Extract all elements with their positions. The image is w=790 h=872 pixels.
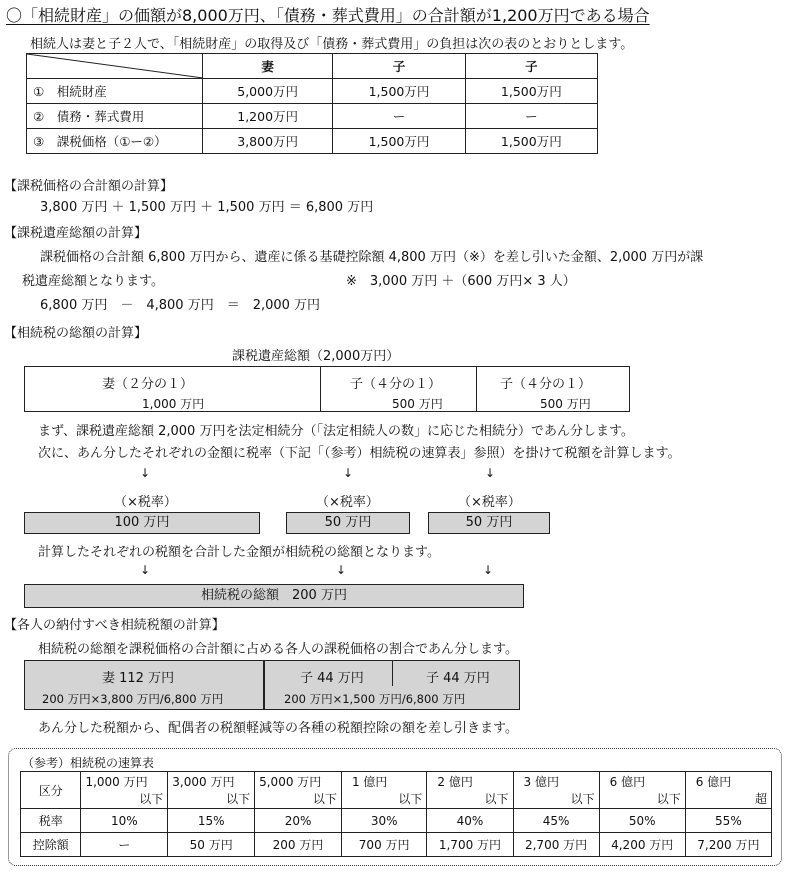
deduction-cell: 7,200 万円 — [685, 833, 771, 857]
tax-box-wife: 100 万円 — [24, 512, 260, 534]
bracket-bottom: 以下 — [570, 792, 595, 806]
table-row — [27, 79, 598, 104]
rate-cell: 15% — [168, 809, 255, 833]
bracket-cell — [168, 772, 255, 809]
table-row — [21, 833, 772, 857]
share-amount: 1,000 万円 — [142, 397, 205, 411]
table-row — [21, 772, 772, 809]
bracket-top: 1 億円 — [351, 775, 388, 789]
formula: 3,800 万円 ＋ 1,500 万円 ＋ 1,500 万円 ＝ 6,800 万円 — [40, 200, 374, 215]
row-label: ② 債務・葬式費用 — [27, 104, 203, 129]
deduction-cell: 200 万円 — [255, 833, 342, 857]
arrow-icon: ↓ — [336, 563, 347, 577]
wife-tax: 妻 112 万円 — [102, 671, 175, 686]
wife-calc: 200 万円×3,800 万円/6,800 万円 — [42, 692, 224, 706]
paragraph: 課税価格の合計額 6,800 万円から、遺産に係る基礎控除額 4,800 万円（※）を差し引いた金額、2,000 万円が課 — [40, 250, 704, 265]
rate-cell: 40% — [427, 809, 513, 833]
rate-cell: 20% — [255, 809, 342, 833]
deduction-cell: 700 万円 — [341, 833, 426, 857]
cell: 1,500万円 — [465, 79, 597, 104]
bracket-top: 2 億円 — [437, 775, 473, 789]
deduction-cell: 1,700 万円 — [427, 833, 513, 857]
section-heading: 【課税遺産総額の計算】 — [4, 226, 148, 241]
divider — [392, 660, 393, 686]
bracket-bottom: 以下 — [656, 792, 681, 806]
header-child-2: 子 — [465, 54, 597, 79]
rate-cell: 30% — [341, 809, 426, 833]
page-title: 〇「相続財産」の価額が8,000万円、「債務・葬式費用」の合計額が1,200万円である場合 — [6, 6, 650, 25]
total-tax-box: 相続税の総額 200 万円 — [24, 584, 524, 608]
share-label: 妻（２分の１） — [102, 377, 194, 392]
deduction-cell: 50 万円 — [168, 833, 255, 857]
bracket-cell — [513, 772, 599, 809]
row-label: ③ 課税価格（①ー②） — [27, 129, 203, 154]
header-child-1: 子 — [333, 54, 465, 79]
divider — [320, 366, 321, 412]
paragraph: まず、課税遺産総額 2,000 万円を法定相続分（「法定相続人の数」に応じた相続分）であん分します。 — [38, 424, 634, 439]
share-label: 子（４分の１） — [500, 377, 592, 392]
bracket-cell — [685, 772, 771, 809]
reference-title: （参考）相続税の速算表 — [22, 756, 155, 770]
rate-label: （×税率） — [458, 495, 521, 510]
bracket-top: 1,000 万円 — [85, 775, 148, 789]
arrow-icon: ↓ — [483, 563, 494, 577]
arrow-icon: ↓ — [485, 466, 496, 480]
rate-label: （×税率） — [114, 495, 177, 510]
arrow-icon: ↓ — [343, 466, 354, 480]
cell: 1,200万円 — [202, 104, 332, 129]
cell: 3,800万円 — [202, 129, 332, 154]
bracket-cell — [255, 772, 342, 809]
rate-cell: 45% — [513, 809, 599, 833]
section-heading: 【各人の納付すべき相続税額の計算】 — [4, 618, 225, 633]
bracket-cell — [81, 772, 168, 809]
paragraph: 税遺産総額となります。 — [22, 274, 164, 289]
table-row — [27, 129, 598, 154]
bracket-bottom: 以下 — [139, 792, 164, 806]
deduction-cell: 2,700 万円 — [513, 833, 599, 857]
tax-box-child-2: 50 万円 — [428, 512, 550, 534]
section-heading: 【課税価格の合計額の計算】 — [4, 179, 174, 194]
total-label: 課税遺産総額（2,000万円） — [232, 349, 400, 364]
bracket-top: 3 億円 — [523, 775, 559, 789]
child-tax: 子 44 万円 — [300, 671, 364, 686]
share-amount: 500 万円 — [540, 397, 591, 411]
deduction-cell: 4,200 万円 — [599, 833, 685, 857]
bracket-cell — [599, 772, 685, 809]
header-wife: 妻 — [202, 54, 332, 79]
row-label: 区分 — [21, 772, 81, 809]
tax-box-child-1: 50 万円 — [286, 512, 410, 534]
cell: ー — [465, 104, 597, 129]
bracket-bottom: 以下 — [226, 792, 251, 806]
rate-cell: 55% — [685, 809, 771, 833]
bracket-bottom: 以下 — [312, 792, 337, 806]
cell: 5,000万円 — [202, 79, 332, 104]
share-amount: 500 万円 — [392, 397, 443, 411]
section-heading: 【相続税の総額の計算】 — [4, 326, 148, 341]
bracket-top: 6 億円 — [609, 775, 646, 789]
bracket-top: 5,000 万円 — [259, 775, 322, 789]
child-calc: 200 万円×1,500 万円/6,800 万円 — [284, 692, 466, 706]
bracket-top: 6 億円 — [695, 775, 732, 789]
deduction-cell: ー — [81, 833, 168, 857]
bracket-top: 3,000 万円 — [172, 775, 235, 789]
share-label: 子（４分の１） — [350, 377, 442, 392]
bracket-bottom: 超 — [754, 792, 767, 806]
row-label: 税率 — [21, 809, 81, 833]
inheritance-table — [26, 53, 598, 154]
formula: 6,800 万円 － 4,800 万円 ＝ 2,000 万円 — [40, 298, 321, 313]
row-label: ① 相続財産 — [27, 79, 203, 104]
diagonal-cell — [27, 54, 203, 79]
table-row — [21, 809, 772, 833]
cell: 1,500万円 — [333, 129, 465, 154]
arrow-icon: ↓ — [140, 563, 151, 577]
tax-rate-table — [20, 771, 772, 857]
paragraph: 次に、あん分したそれぞれの金額に税率（下記「（参考）相続税の速算表」参照）を掛けて税額を計算します。 — [38, 446, 681, 461]
bracket-cell — [341, 772, 426, 809]
child-tax: 子 44 万円 — [426, 671, 490, 686]
cell: 1,500万円 — [333, 79, 465, 104]
row-label: 控除額 — [21, 833, 81, 857]
cell: 1,500万円 — [465, 129, 597, 154]
paragraph: 相続税の総額を課税価格の合計額に占める各人の課税価格の割合であん分します。 — [38, 642, 518, 657]
bracket-cell — [427, 772, 513, 809]
intro-text: 相続人は妻と子２人で、「相続財産」の取得及び「債務・葬式費用」の負担は次の表のとおりとします。 — [30, 37, 634, 52]
paragraph: あん分した税額から、配偶者の税額軽減等の各種の税額控除の額を差し引きます。 — [38, 721, 518, 736]
paragraph: 計算したそれぞれの税額を合計した金額が相続税の総額となります。 — [38, 545, 440, 560]
divider — [476, 366, 477, 412]
rate-cell: 50% — [599, 809, 685, 833]
rate-cell: 10% — [81, 809, 168, 833]
arrow-icon: ↓ — [140, 466, 151, 480]
cell: ー — [333, 104, 465, 129]
bracket-bottom: 以下 — [484, 792, 509, 806]
note: ※ 3,000 万円 ＋（600 万円× 3 人） — [346, 274, 576, 289]
rate-label: （×税率） — [316, 495, 379, 510]
table-row — [27, 104, 598, 129]
bracket-bottom: 以下 — [398, 792, 423, 806]
